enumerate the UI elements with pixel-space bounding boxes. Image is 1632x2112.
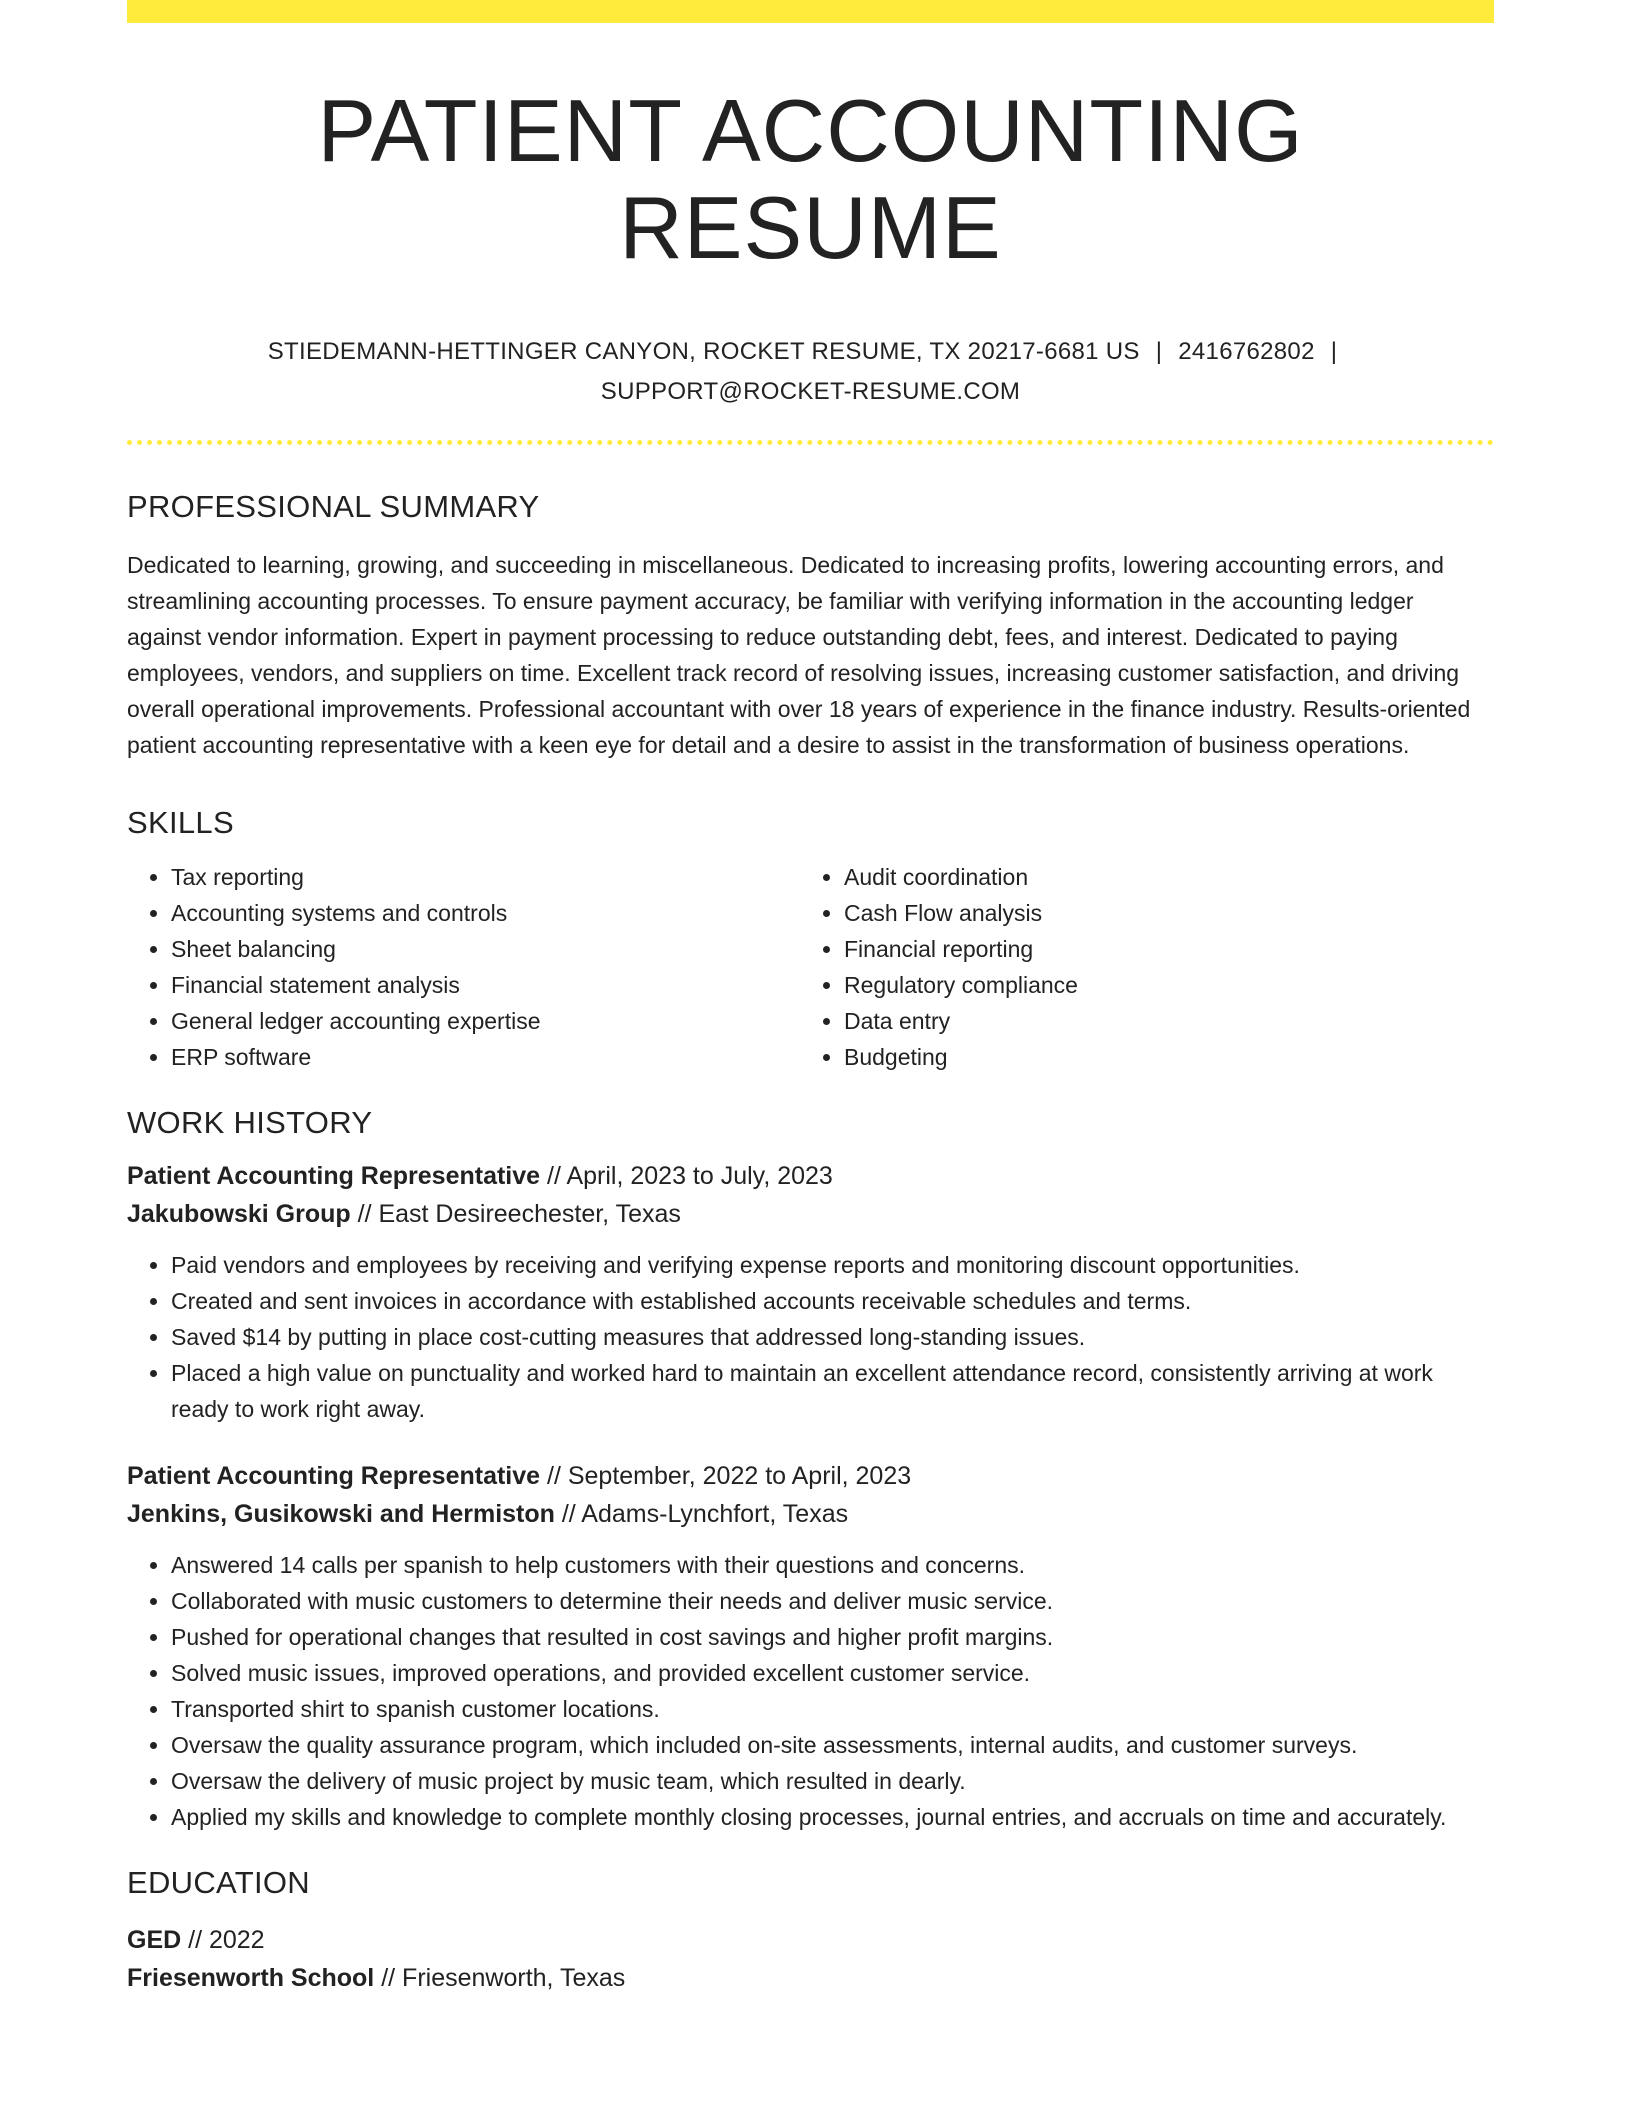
skill-item: • Financial reporting [844,931,1473,967]
contact-info [127,332,1494,412]
job-entry [127,1157,1494,1427]
job-location: // Adams-Lynchfort, Texas [554,1499,849,1528]
skill-item: • Tax reporting [171,859,800,895]
skill-item: • Sheet balancing [171,931,800,967]
skills-column-right [800,859,1473,1075]
skill-item: • Cash Flow analysis [844,895,1473,931]
education-school-line [127,1959,1494,1997]
job-company: Jakubowski Group [127,1199,351,1228]
skill-item: • Audit coordination [844,859,1473,895]
job-location: // East Desireechester, Texas [350,1199,681,1228]
contact-email: SUPPORT@ROCKET-RESUME.COM [600,377,1021,405]
job-bullet: • Collaborated with music customers to determine their needs and deliver music service. [171,1583,1494,1619]
job-title: Patient Accounting Representative [127,1161,541,1190]
education-heading: EDUCATION [127,1864,310,1900]
skill-item: • Budgeting [844,1039,1473,1075]
education-school: Friesenworth School [127,1963,375,1992]
skills-heading: SKILLS [127,804,234,840]
accent-top-bar [127,0,1494,23]
contact-address: STIEDEMANN-HETTINGER CANYON, ROCKET RESUME, TX 20217-6681 US [267,337,1140,365]
job-bullet: • Transported shirt to spanish customer locations. [171,1691,1494,1727]
job-company-line [127,1195,1494,1233]
job-bullet: • Applied my skills and knowledge to complete monthly closing processes, journal entries, and accruals on time and accurately. [171,1799,1494,1835]
job-title: Patient Accounting Representative [127,1461,541,1490]
job-company-line [127,1495,1494,1533]
skill-item: • Data entry [844,1003,1473,1039]
education-degree-line [127,1921,1494,1959]
job-dates: // April, 2023 to July, 2023 [540,1161,833,1190]
job-bullet: • Solved music issues, improved operations, and provided excellent customer service. [171,1655,1494,1691]
job-bullet: • Pushed for operational changes that resulted in cost savings and higher profit margins. [171,1619,1494,1655]
job-company: Jenkins, Gusikowski and Hermiston [127,1499,555,1528]
job-title-line [127,1457,1494,1495]
job-bullet: • Placed a high value on punctuality and worked hard to maintain an excellent attendance record, consistently arriving at work ready to work right away. [171,1355,1494,1427]
job-bullet: • Oversaw the quality assurance program, which included on-site assessments, internal audits, and customer surveys. [171,1727,1494,1763]
skill-item: • Accounting systems and controls [171,895,800,931]
summary-heading: PROFESSIONAL SUMMARY [127,488,540,524]
job-bullet: • Paid vendors and employees by receiving and verifying expense reports and monitoring discount opportunities. [171,1247,1494,1283]
contact-phone: 2416762802 [1178,337,1315,365]
education-entry [127,1921,1494,1997]
contact-separator: | [1330,337,1338,365]
education-degree: GED [127,1925,182,1954]
skill-item: • ERP software [171,1039,800,1075]
job-bullet: • Answered 14 calls per spanish to help customers with their questions and concerns. [171,1547,1494,1583]
resume-page [127,0,1494,1997]
job-bullets [127,1247,1494,1427]
skill-item: • Regulatory compliance [844,967,1473,1003]
education-location: // Friesenworth, Texas [374,1963,626,1992]
job-title-line [127,1157,1494,1195]
job-entry [127,1457,1494,1835]
job-dates: // September, 2022 to April, 2023 [540,1461,912,1490]
summary-text: Dedicated to learning, growing, and succeeding in miscellaneous. Dedicated to increasing profits, lowering accounting errors, and streamlining accounting processes. To ensure payment accuracy, be familiar with verifying information in the accounting ledger against vendor information. Expert in payment processing to reduce outstanding debt, fees, and interest. Dedicated to paying employees, vendors, and suppliers on time. Excellent track record of resolving issues, increasing customer satisfaction, and driving overall operational improvements. Professional accountant with over 18 years of experience in the finance industry. Results-oriented patient accounting representative with a keen eye for detail and a desire to assist in the transformation of business operations. [127,551,1471,758]
job-bullet: • Created and sent invoices in accordance with established accounts receivable schedules and terms. [171,1283,1494,1319]
job-bullet: • Oversaw the delivery of music project by music team, which resulted in dearly. [171,1763,1494,1799]
job-bullet: • Saved $14 by putting in place cost-cutting measures that addressed long-standing issues. [171,1319,1494,1355]
job-bullets [127,1547,1494,1835]
skill-item: • Financial statement analysis [171,967,800,1003]
skill-item: • General ledger accounting expertise [171,1003,800,1039]
education-year: // 2022 [181,1925,265,1954]
contact-separator: | [1155,337,1163,365]
skills-list [127,859,1494,1075]
work-heading: WORK HISTORY [127,1104,373,1140]
skills-column-left [127,859,800,1075]
header-divider [127,440,1494,445]
resume-title: PATIENT ACCOUNTING RESUME [317,81,1304,277]
